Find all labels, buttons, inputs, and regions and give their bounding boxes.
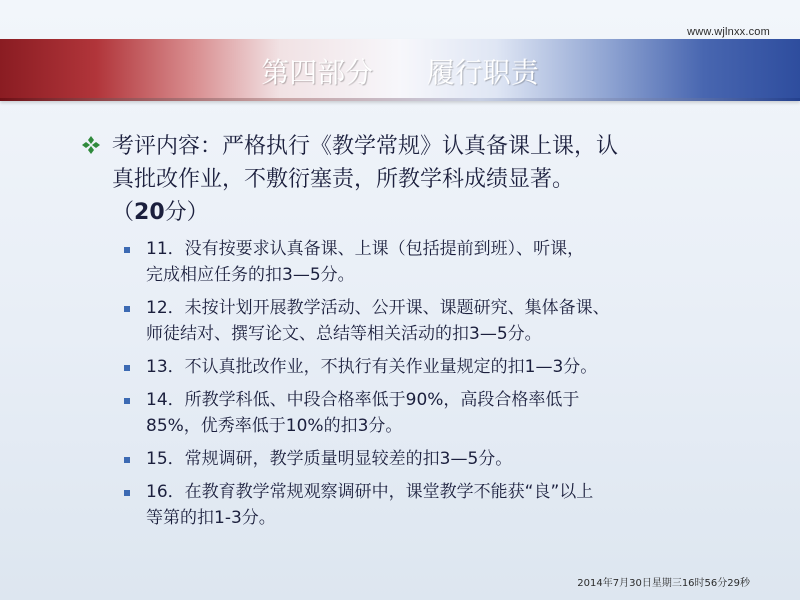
main-text-line-1: 考评内容：严格执行《教学常规》认真备课上课，认: [112, 134, 619, 159]
score-value: 20: [134, 200, 165, 225]
list-item: [122, 387, 742, 439]
timestamp: 2014年7月30日星期三16时56分29秒: [577, 578, 750, 589]
main-bullet-text: [112, 130, 742, 229]
list-item-line: 13．不认真批改作业，不执行有关作业量规定的扣1—3分。: [146, 357, 598, 377]
score-open: （: [112, 200, 135, 225]
list-item-line: 11．没有按要求认真备课、上课（包括提前到班）、听课，: [146, 239, 585, 259]
site-url: www.wjlnxx.com: [687, 26, 770, 38]
main-text-line-2: 真批改作业，不敷衍塞责，所教学科成绩显著。: [112, 167, 575, 192]
square-bullet-icon: [124, 398, 130, 404]
list-item: [122, 295, 742, 347]
list-item: [122, 479, 742, 531]
square-bullet-icon: [124, 457, 130, 463]
list-item: [122, 446, 742, 472]
list-item-line: 15．常规调研，教学质量明显较差的扣3—5分。: [146, 449, 513, 469]
score-close: 分）: [164, 200, 209, 225]
sub-bullet-list: [122, 236, 742, 538]
list-item-line: 师徒结对、撰写论文、总结等相关活动的扣3—5分。: [146, 324, 542, 344]
square-bullet-icon: [124, 247, 130, 253]
list-item-line: 等第的扣1-3分。: [146, 508, 276, 528]
list-item-line: 14．所教学科低、中段合格率低于90%，高段合格率低于: [146, 390, 580, 410]
diamond-bullet-icon: [80, 134, 102, 156]
square-bullet-icon: [124, 306, 130, 312]
slide-title: 第四部分 履行职责: [261, 56, 539, 89]
list-item-line: 16．在教育教学常规观察调研中，课堂教学不能获“良”以上: [146, 482, 594, 502]
square-bullet-icon: [124, 490, 130, 496]
main-score-line: [112, 196, 742, 229]
list-item: [122, 354, 742, 380]
list-item-line: 85%，优秀率低于10%的扣3分。: [146, 416, 403, 436]
list-item-line: 完成相应任务的扣3—5分。: [146, 265, 355, 285]
square-bullet-icon: [124, 365, 130, 371]
list-item: [122, 236, 742, 288]
list-item-line: 12．未按计划开展教学活动、公开课、课题研究、集体备课、: [146, 298, 610, 318]
